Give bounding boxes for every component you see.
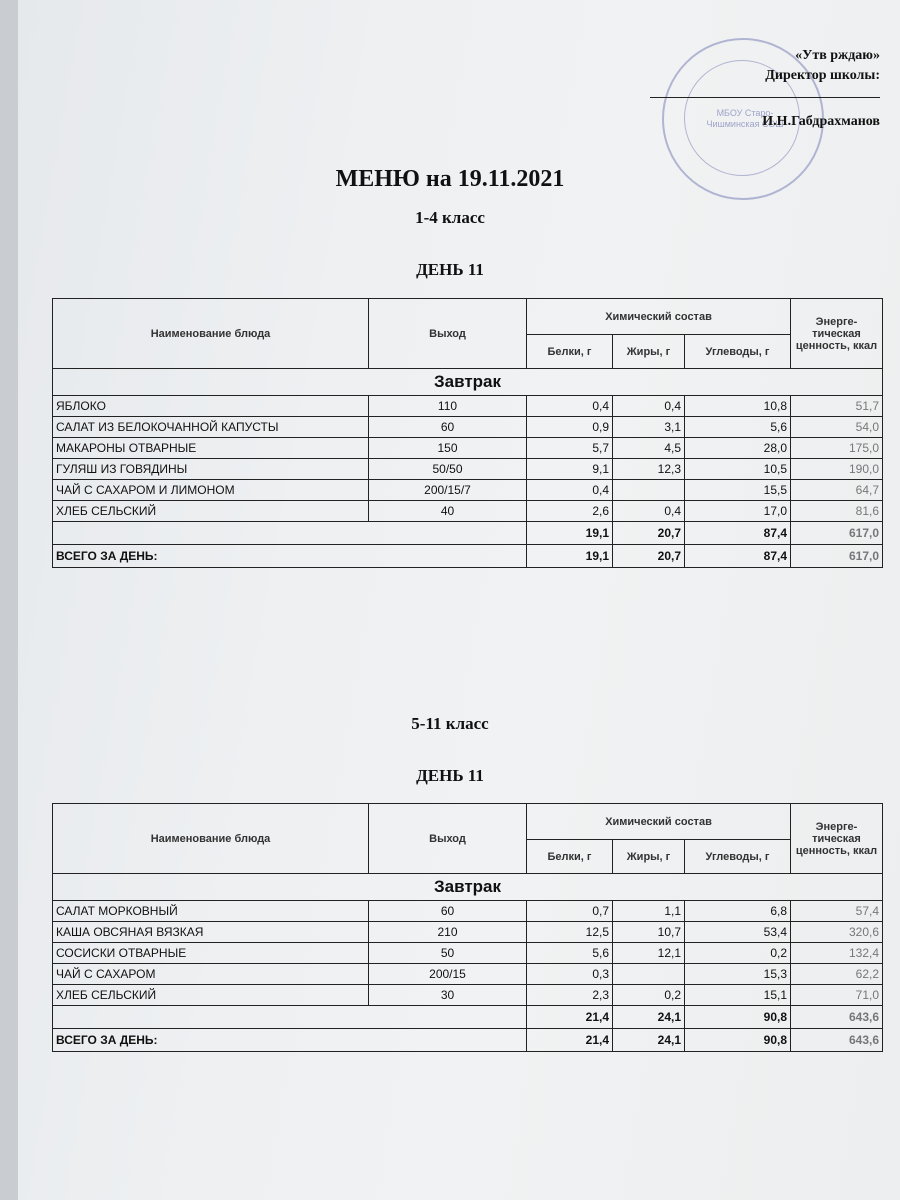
total-row xyxy=(53,545,883,568)
subtotal-protein: 19,1 xyxy=(527,522,613,545)
dish-carbs: 15,5 xyxy=(685,480,791,501)
total-protein: 19,1 xyxy=(527,545,613,568)
total-fat: 24,1 xyxy=(613,1029,685,1052)
meal-label: Завтрак xyxy=(53,874,883,901)
meal-label: Завтрак xyxy=(53,369,883,396)
header-fat: Жиры, г xyxy=(613,335,685,369)
header-chemical-composition: Химический состав xyxy=(527,299,791,335)
header-energy: Энерге-тическая ценность, ккал xyxy=(791,804,883,874)
dish-fat: 0,4 xyxy=(613,396,685,417)
dish-name: САЛАТ ИЗ БЕЛОКОЧАННОЙ КАПУСТЫ xyxy=(53,417,369,438)
dish-energy: 320,6 xyxy=(791,922,883,943)
table-row xyxy=(53,459,883,480)
subtotal-energy: 617,0 xyxy=(791,522,883,545)
approval-signature-row xyxy=(650,88,880,108)
dish-name: ГУЛЯШ ИЗ ГОВЯДИНЫ xyxy=(53,459,369,480)
header-dish-name: Наименование блюда xyxy=(53,299,369,369)
dish-name: ХЛЕБ СЕЛЬСКИЙ xyxy=(53,985,369,1006)
dish-yield: 200/15 xyxy=(369,964,527,985)
dish-energy: 71,0 xyxy=(791,985,883,1006)
header-carbs: Углеводы, г xyxy=(685,840,791,874)
section-2-day: ДЕНЬ 11 xyxy=(416,766,484,785)
dish-carbs: 10,5 xyxy=(685,459,791,480)
total-carbs: 90,8 xyxy=(685,1029,791,1052)
dish-fat xyxy=(613,964,685,985)
dish-carbs: 6,8 xyxy=(685,901,791,922)
dish-name: МАКАРОНЫ ОТВАРНЫЕ xyxy=(53,438,369,459)
dish-carbs: 15,3 xyxy=(685,964,791,985)
dish-energy: 64,7 xyxy=(791,480,883,501)
dish-carbs: 53,4 xyxy=(685,922,791,943)
subtotal-row xyxy=(53,1006,883,1029)
table-row xyxy=(53,438,883,459)
total-label: ВСЕГО ЗА ДЕНЬ: xyxy=(53,545,527,568)
dish-protein: 0,9 xyxy=(527,417,613,438)
table-row xyxy=(53,985,883,1006)
approval-block xyxy=(650,46,880,132)
dish-energy: 54,0 xyxy=(791,417,883,438)
table-row xyxy=(53,480,883,501)
dish-yield: 150 xyxy=(369,438,527,459)
dish-fat: 12,1 xyxy=(613,943,685,964)
dish-name: САЛАТ МОРКОВНЫЙ xyxy=(53,901,369,922)
dish-protein: 0,7 xyxy=(527,901,613,922)
subtotal-energy: 643,6 xyxy=(791,1006,883,1029)
dish-energy: 81,6 xyxy=(791,501,883,522)
dish-carbs: 10,8 xyxy=(685,396,791,417)
menu-table-5-11 xyxy=(52,803,883,1052)
header-protein: Белки, г xyxy=(527,840,613,874)
dish-name: СОСИСКИ ОТВАРНЫЕ xyxy=(53,943,369,964)
dish-energy: 132,4 xyxy=(791,943,883,964)
table-row xyxy=(53,943,883,964)
table-row xyxy=(53,501,883,522)
dish-energy: 57,4 xyxy=(791,901,883,922)
subtotal-fat: 20,7 xyxy=(613,522,685,545)
dish-yield: 30 xyxy=(369,985,527,1006)
dish-yield: 50/50 xyxy=(369,459,527,480)
section-1-class: 1-4 класс xyxy=(415,208,485,227)
dish-carbs: 5,6 xyxy=(685,417,791,438)
total-fat: 20,7 xyxy=(613,545,685,568)
dish-protein: 0,4 xyxy=(527,480,613,501)
total-protein: 21,4 xyxy=(527,1029,613,1052)
table-row xyxy=(53,901,883,922)
header-yield: Выход xyxy=(369,804,527,874)
header-energy: Энерге-тическая ценность, ккал xyxy=(791,299,883,369)
dish-yield: 60 xyxy=(369,417,527,438)
stamp-text: МБОУ Старо-Чишминская СОШ xyxy=(706,108,784,129)
dish-protein: 2,3 xyxy=(527,985,613,1006)
subtotal-fat: 24,1 xyxy=(613,1006,685,1029)
dish-yield: 40 xyxy=(369,501,527,522)
approval-name: И.Н.Габдрахманов xyxy=(762,114,880,129)
total-energy: 643,6 xyxy=(791,1029,883,1052)
dish-protein: 5,6 xyxy=(527,943,613,964)
dish-yield: 50 xyxy=(369,943,527,964)
dish-fat: 12,3 xyxy=(613,459,685,480)
header-dish-name: Наименование блюда xyxy=(53,804,369,874)
dish-fat: 0,4 xyxy=(613,501,685,522)
subtotal-protein: 21,4 xyxy=(527,1006,613,1029)
menu-table-1-4 xyxy=(52,298,883,568)
table-row xyxy=(53,396,883,417)
dish-protein: 12,5 xyxy=(527,922,613,943)
dish-fat: 0,2 xyxy=(613,985,685,1006)
dish-carbs: 28,0 xyxy=(685,438,791,459)
total-carbs: 87,4 xyxy=(685,545,791,568)
dish-fat: 4,5 xyxy=(613,438,685,459)
section-1-day: ДЕНЬ 11 xyxy=(416,260,484,279)
total-energy: 617,0 xyxy=(791,545,883,568)
dish-fat: 10,7 xyxy=(613,922,685,943)
table-row xyxy=(53,964,883,985)
dish-protein: 9,1 xyxy=(527,459,613,480)
header-carbs: Углеводы, г xyxy=(685,335,791,369)
dish-energy: 62,2 xyxy=(791,964,883,985)
dish-name: КАША ОВСЯНАЯ ВЯЗКАЯ xyxy=(53,922,369,943)
subtotal-carbs: 90,8 xyxy=(685,1006,791,1029)
dish-fat: 1,1 xyxy=(613,901,685,922)
header-chemical-composition: Химический состав xyxy=(527,804,791,840)
dish-carbs: 0,2 xyxy=(685,943,791,964)
header-fat: Жиры, г xyxy=(613,840,685,874)
signature-line xyxy=(650,97,880,98)
dish-protein: 2,6 xyxy=(527,501,613,522)
dish-name: ЧАЙ С САХАРОМ И ЛИМОНОМ xyxy=(53,480,369,501)
total-row xyxy=(53,1029,883,1052)
dish-carbs: 17,0 xyxy=(685,501,791,522)
approval-heading: «Утв рждаю» xyxy=(795,48,880,63)
dish-energy: 190,0 xyxy=(791,459,883,480)
approval-position: Директор школы: xyxy=(765,68,880,83)
dish-protein: 0,3 xyxy=(527,964,613,985)
dish-yield: 210 xyxy=(369,922,527,943)
header-protein: Белки, г xyxy=(527,335,613,369)
dish-fat xyxy=(613,480,685,501)
total-label: ВСЕГО ЗА ДЕНЬ: xyxy=(53,1029,527,1052)
table-row xyxy=(53,417,883,438)
dish-yield: 60 xyxy=(369,901,527,922)
dish-protein: 5,7 xyxy=(527,438,613,459)
dish-name: ЧАЙ С САХАРОМ xyxy=(53,964,369,985)
header-yield: Выход xyxy=(369,299,527,369)
table-row xyxy=(53,922,883,943)
dish-energy: 51,7 xyxy=(791,396,883,417)
page-title: МЕНЮ на 19.11.2021 xyxy=(335,166,565,192)
dish-yield: 110 xyxy=(369,396,527,417)
section-2-class: 5-11 класс xyxy=(411,714,489,733)
dish-yield: 200/15/7 xyxy=(369,480,527,501)
subtotal-carbs: 87,4 xyxy=(685,522,791,545)
dish-name: ХЛЕБ СЕЛЬСКИЙ xyxy=(53,501,369,522)
subtotal-row xyxy=(53,522,883,545)
dish-carbs: 15,1 xyxy=(685,985,791,1006)
dish-fat: 3,1 xyxy=(613,417,685,438)
dish-energy: 175,0 xyxy=(791,438,883,459)
dish-protein: 0,4 xyxy=(527,396,613,417)
dish-name: ЯБЛОКО xyxy=(53,396,369,417)
